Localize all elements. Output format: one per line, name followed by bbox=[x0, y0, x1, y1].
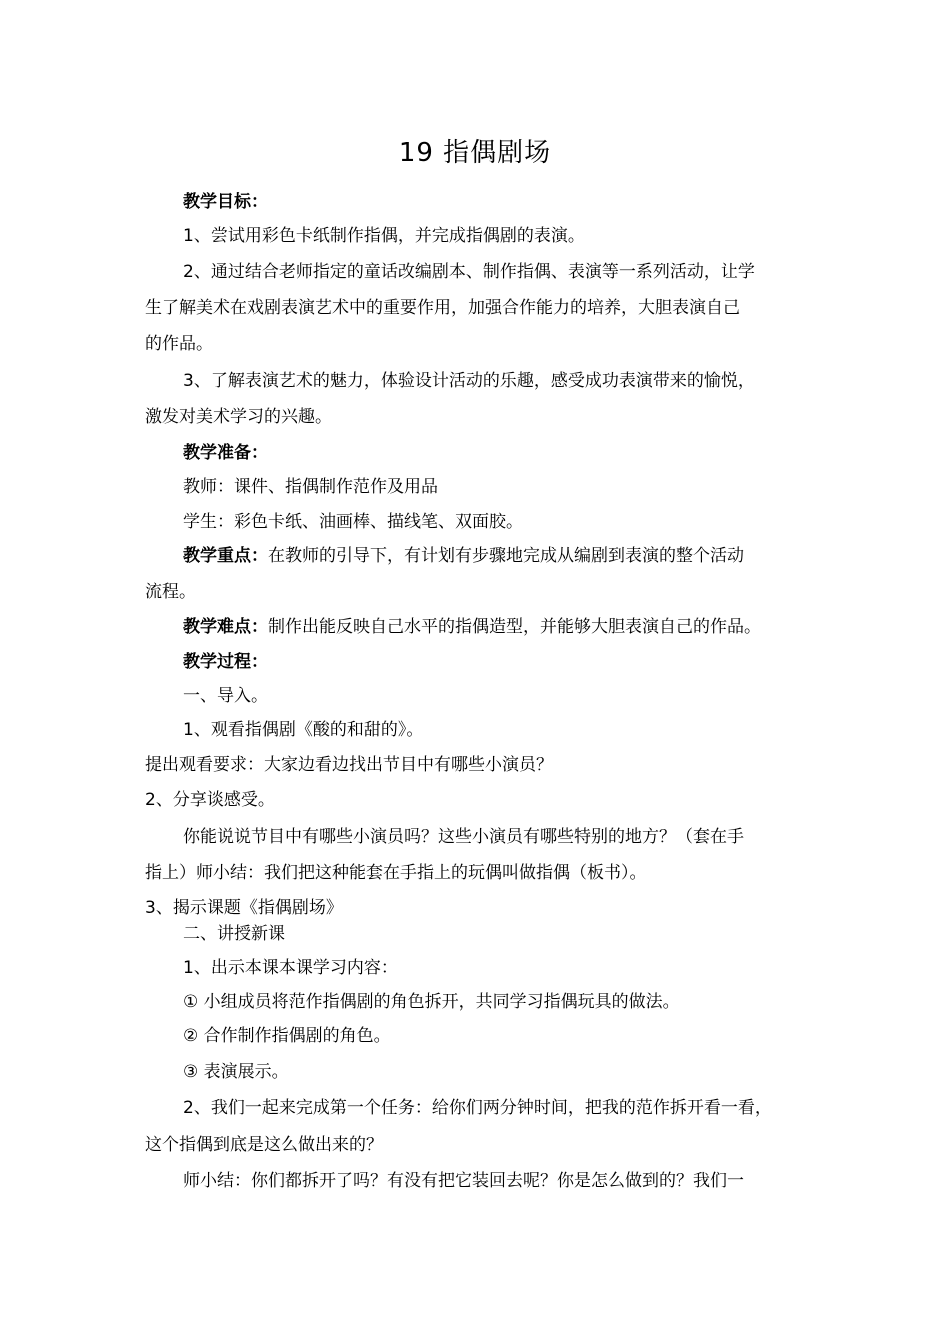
keypoint-paragraph bbox=[183, 544, 744, 568]
prep-heading: 教学准备： bbox=[183, 443, 268, 463]
objective-line: 2、通过结合老师指定的童话改编剧本、制作指偶、表演等一系列活动，让学 bbox=[183, 262, 755, 282]
keypoint-label: 教学重点： bbox=[183, 546, 268, 566]
process-line: 师小结：你们都拆开了吗？有没有把它装回去呢？你是怎么做到的？我们一 bbox=[183, 1171, 744, 1191]
prep-line: 学生：彩色卡纸、油画棒、描线笔、双面胶。 bbox=[183, 512, 523, 532]
process-line: 这个指偶到底是这么做出来的？ bbox=[145, 1135, 383, 1155]
process-line: 1、出示本课本课学习内容： bbox=[183, 958, 398, 978]
difficulty-label: 教学难点： bbox=[183, 617, 268, 637]
objective-line: 的作品。 bbox=[145, 334, 213, 354]
objective-line: 生了解美术在戏剧表演艺术中的重要作用，加强合作能力的培养，大胆表演自己 bbox=[145, 298, 740, 318]
process-line: 提出观看要求：大家边看边找出节目中有哪些小演员？ bbox=[145, 755, 553, 775]
process-line: 2、分享谈感受。 bbox=[145, 790, 275, 810]
objective-line: 1、尝试用彩色卡纸制作指偶，并完成指偶剧的表演。 bbox=[183, 226, 585, 246]
process-line: ① 小组成员将范作指偶剧的角色拆开，共同学习指偶玩具的做法。 bbox=[183, 992, 680, 1012]
objective-line: 激发对美术学习的兴趣。 bbox=[145, 407, 332, 427]
process-line: ③ 表演展示。 bbox=[183, 1062, 289, 1082]
objective-line: 3、了解表演艺术的魅力，体验设计活动的乐趣，感受成功表演带来的愉悦， bbox=[183, 371, 755, 391]
difficulty-text: 制作出能反映自己水平的指偶造型，并能够大胆表演自己的作品。 bbox=[268, 617, 761, 637]
process-line: 二、讲授新课 bbox=[183, 924, 285, 944]
process-line: 指上）师小结：我们把这种能套在手指上的玩偶叫做指偶（板书）。 bbox=[145, 863, 647, 883]
objectives-heading: 教学目标： bbox=[183, 192, 268, 212]
page-title: 19 指偶剧场 bbox=[398, 138, 552, 168]
keypoint-text: 在教师的引导下，有计划有步骤地完成从编剧到表演的整个活动 bbox=[268, 546, 744, 566]
process-heading: 教学过程： bbox=[183, 652, 268, 672]
process-line: 3、揭示课题《指偶剧场》 bbox=[145, 898, 343, 918]
keypoint-continuation: 流程。 bbox=[145, 582, 196, 602]
process-line: ② 合作制作指偶剧的角色。 bbox=[183, 1026, 391, 1046]
process-line: 1、观看指偶剧《酸的和甜的》。 bbox=[183, 720, 424, 740]
process-line: 一、导入。 bbox=[183, 686, 268, 706]
prep-line: 教师：课件、指偶制作范作及用品 bbox=[183, 477, 438, 497]
difficulty-paragraph bbox=[183, 615, 761, 639]
process-line: 2、我们一起来完成第一个任务：给你们两分钟时间，把我的范作拆开看一看， bbox=[183, 1098, 772, 1118]
process-line: 你能说说节目中有哪些小演员吗？这些小演员有哪些特别的地方？（套在手 bbox=[183, 827, 744, 847]
